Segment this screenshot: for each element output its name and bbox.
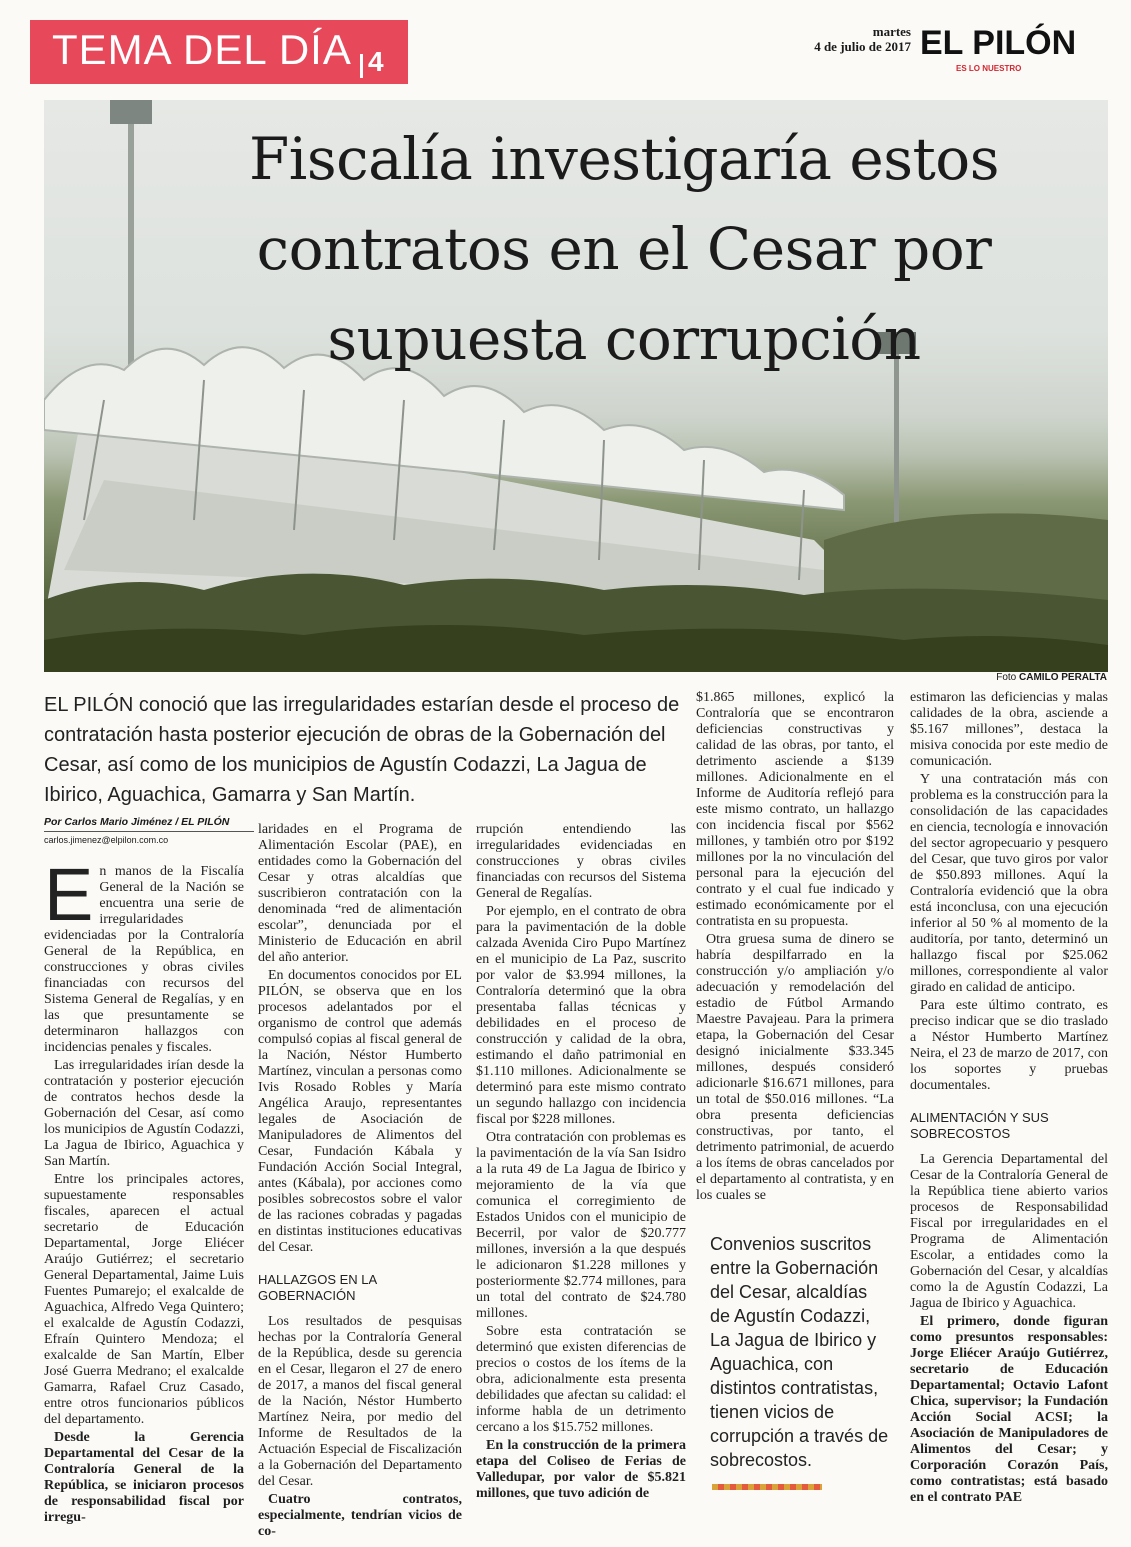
newspaper-tagline: ES LO NUESTRO (956, 64, 1022, 73)
masthead-date (814, 24, 911, 54)
subheading-hallazgos: HALLAZGOS EN LA GOBERNACIÓN (258, 1272, 377, 1303)
byline (44, 816, 254, 845)
paragraph: laridades en el Programa de Alimentación Escolar (PAE), en entidades como la Gobernación del Cesar y otras alcaldías que suscribieron contratación con la denominada “red de alimentación escolar”, denunciada por el Ministerio de Educación en abril del año anterior. (258, 822, 462, 965)
paragraph: Y una contratación más con problema es la construcción para la consolidación de las capacidades en ciencia, tecnología e innovación del sector agropecuario y pesquero del Cesar, que tuvo giros por valor de $50.893 millones. Aquí la Contraloría evidenció que la obra está inconclusa, con una ejecución inferior al 50 % al momento de la auditoría, por tanto, determinó un hallazgo fiscal por $25.062 millones, correspondiente al valor girado en calidad de anticipo. (910, 772, 1108, 995)
photo-credit-name: CAMILO PERALTA (1019, 672, 1107, 683)
newspaper-logo: EL PILÓN (920, 24, 1077, 62)
paragraph: Desde la Gerencia Departamental del Cesar de la Contraloría General de la República, se iniciaron procesos de responsabilidad fiscal por irregu- (44, 1430, 244, 1525)
section-separator (360, 54, 363, 78)
paragraph: Entre los principales actores, supuestamente responsables fiscales, aparecen el actual secretario de Educación Departamental, Jorge Eliécer Araújo Gutiérrez; el secretario General Departamental, Jaime Luis Fuentes Pumarejo; el exalcalde de Aguachica, Alfredo Vega Quintero; el exalcalde de Agustín Codazzi, Efraín Quintero Mendoza; el exalcalde de San Martín, Elber José Guerra Medrano; el exalcalde Gamarra, Rafael Cruz Casado, entre otros funcionarios públicos del departamento. (44, 1172, 244, 1427)
paragraph: Sobre esta contratación se determinó que existen diferencias de precios o costos de los ítems de la obra, adicionalmente esta presenta debilidades que afectan su calidad: el informe habla de un detrimento cercano a los $15.752 millones. (476, 1324, 686, 1435)
paragraph: Cuatro contratos, especialmente, tendrían vicios de co- (258, 1492, 462, 1539)
article-column-3 (476, 822, 686, 1504)
article-column-5 (910, 690, 1108, 1508)
article-column-2 (258, 822, 462, 1542)
paragraph: Otra contratación con problemas es la pavimentación de la vía San Isidro a la ruta 49 de La Jagua de Ibirico y mejoramiento de la vía que comunica el corregimiento de Estados Unidos con el municipio de Becerril, por valor de $20.777 millones, inversión a la que después le adicionaron $1.228 millones y posteriormente $2.774 millones, para un total del contrato de $24.780 millones. (476, 1130, 686, 1321)
paragraph: La Gerencia Departamental del Cesar de la Contraloría General de la República tiene abierto varios procesos de Responsabilidad Fiscal por irregularidades en el Programa de Alimentación Escolar, a entidades como la Gobernación del Cesar, y alcaldías como la de Agustín Codazzi, La Jagua de Ibirico y Aguachica. (910, 1152, 1108, 1311)
article-column-4 (696, 690, 894, 1206)
drop-cap: E (44, 853, 94, 936)
paragraph: rrupción entendiendo las irregularidades evidenciadas en construcciones y obras civiles financiadas con recursos del Sistema General de Regalías. (476, 822, 686, 901)
paragraph: En documentos conocidos por EL PILÓN, se observa que en los procesos adelantados por el organismo de control que además compulsó copias al fiscal general de la Nación, Néstor Humberto Martínez, vinculan a personas como Ivis Rosado Robles y María Angélica Araujo, representantes legales de Asociación de Manipuladores de Alimentos del Cesar, Fundación Kábala y Fundación Acción Social Integral, antes (Kábala), por acciones como posibles sobrecostos sobre el valor de las raciones cobradas y pagadas en distintas instituciones educativas del Cesar. (258, 968, 462, 1255)
article-headline: Fiscalía investigaría estos contratos en el Cesar por supuesta corrupción (249, 125, 999, 373)
paragraph: $1.865 millones, explicó la Contraloría que se encontraron deficiencias constructivas y calidad de las obras, por tanto, el detrimento asciende a $139 millones. Adicionalmente en el Informe de Auditoría reflejó para este mismo contrato, un hallazgo con incidencia fiscal por $562 millones, y también otro por $192 millones por la no vinculación del personal para la ejecución del contrato y el cual fue indicado y estimado económicamente por el contratista en su propuesta. (696, 690, 894, 929)
article-column-1 (44, 853, 244, 1528)
article-lede: EL PILÓN conoció que las irregularidades estarían desde el proceso de contratación hasta posterior ejecución de obras de la Gobernación del Cesar, así como de los municipios de Agustín Codazzi, La Jagua de Ibirico, Aguachica, Gamarra y San Martín. (44, 694, 680, 806)
paragraph (44, 853, 244, 1056)
page-number: 4 (368, 46, 384, 77)
stadium-photo (44, 100, 1108, 672)
masthead-day: martes (872, 24, 911, 39)
subheading-alimentacion: ALIMENTACIÓN Y SUS SOBRECOSTOS (910, 1110, 1049, 1141)
paragraph: Por ejemplo, en el contrato de obra para la pavimentación de la doble calzada Avenida Ciro Pupo Martínez en el municipio de La Paz, suscrito por valor de $3.994 millones, la Contraloría determinó que la obra presentaba fallas técnicas y debilidades en el proceso de construcción y calidad de la obra, estimando el daño patrimonial en $1.110 millones. Adicionalmente se determinó para este mismo contrato un segundo hallazgo con incidencia fiscal por $228 millones. (476, 904, 686, 1127)
paragraph: Otra gruesa suma de dinero se habría despilfarrado en la construcción y/o ampliación y/o adecuación y remodelación del estadio de Fútbol Armando Maestre Pavajeau. Para la primera etapa, la Gobernación del Cesar designó inicialmente $33.345 millones, después consideró adicionarle $16.671 millones, para un total de $50.016 millones. “La obra presenta deficiencias constructivas, por tanto, el detrimento patrimonial, de acuerdo a los ítems de obras cancelados por el departamento al contratista, y en los cuales se (696, 932, 894, 1203)
paragraph-text: n manos de la Fiscalía General de la Nación se encuentra una serie de irregularidades evidenciadas por la Contraloría General de la República, en construcciones y obras civiles financiadas con recursos del Sistema General de Regalías, y en las que presuntamente se determinaron hallazgos con incidencias penales y fiscales. (44, 864, 244, 1055)
paragraph: Las irregularidades irían desde la contratación y posterior ejecución de contratos hechos desde la Gobernación del Cesar, así como los municipios de Agustín Codazzi, La Jagua de Ibirico, Aguachica y San Martín. (44, 1058, 244, 1169)
section-tag (30, 20, 408, 84)
paragraph: El primero, donde figuran como presuntos responsables: Jorge Eliécer Araújo Gutiérrez, secretario de Educación Departamental; Octavio Lafont Chica, supervisor; la Fundación Acción Social ACSI; la Asociación de Manipuladores de Alimentos del Cesar; y Corporación Corazón País, como contratistas; está basado en el contrato PAE (910, 1314, 1108, 1505)
paragraph: En la construcción de la primera etapa del Coliseo de Ferias de Valledupar, por valor de $5.821 millones, que tuvo adición de (476, 1438, 686, 1501)
paragraph: Los resultados de pesquisas hechas por la Contraloría General de la República, desde su gerencia en el Cesar, llegaron el 27 de enero de 2017, a manos del fiscal general de la Nación, Néstor Humberto Martínez Neira, por medio del Informe de Resultados de la Actuación Especial de Fiscalización a la Gobernación del Departamento del Cesar. (258, 1314, 462, 1489)
author-name: Por Carlos Mario Jiménez / EL PILÓN (44, 816, 254, 832)
paragraph: estimaron las deficiencias y malas calidades de la obra, asciende a $5.167 millones”, destaca la misiva conocida por este medio de comunicación. (910, 690, 1108, 769)
author-email: carlos.jimenez@elpilon.com.co (44, 835, 169, 845)
section-label: TEMA DEL DÍA (52, 26, 352, 73)
photo-credit (996, 672, 1107, 683)
pull-quote: Convenios suscritos entre la Gobernación del Cesar, alcaldías de Agustín Codazzi, La Jagua de Ibirico y Aguachica, con distintos contratistas, tienen vicios de corrupción a través de sobrecostos. (710, 1234, 889, 1470)
paragraph: Para este último contrato, es preciso indicar que se dio traslado a Néstor Humberto Martínez Neira, el 23 de marzo de 2017, con los soportes y pruebas documentales. (910, 998, 1108, 1093)
pull-quote-rule (712, 1484, 822, 1490)
masthead-full-date: 4 de julio de 2017 (814, 39, 911, 54)
photo-credit-prefix: Foto (996, 672, 1017, 683)
